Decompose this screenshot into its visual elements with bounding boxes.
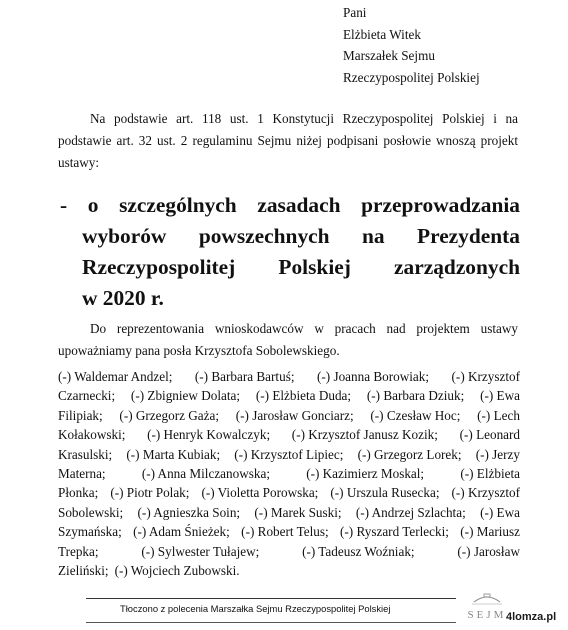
signatory-entry: (-) Sylwester Tułajew; — [141, 543, 260, 559]
signatory-entry: (-) Lech — [477, 407, 520, 423]
title-word: o — [87, 193, 99, 217]
signatory-entry: (-) Jarosław — [457, 543, 520, 559]
signatory-entry: (-) Tadeusz Woźniak; — [302, 543, 415, 559]
signatory-entry: (-) Joanna Borowiak; — [316, 369, 430, 384]
signatory-entry: Czarnecki; — [58, 388, 116, 404]
bill-title — [60, 190, 520, 314]
signatory-entry: (-) Krzysztof — [451, 485, 520, 501]
signatory-entry: Płonka; — [58, 485, 99, 501]
title-line-2 — [60, 221, 520, 252]
signatories-list — [58, 367, 520, 580]
signatory-entry: (-) Barbara Dziuk; — [366, 388, 465, 404]
signatory-line — [58, 542, 520, 561]
site-watermark: 4lomza.pl — [506, 611, 557, 623]
title-word: Polskiej — [278, 255, 351, 279]
signatory-entry: (-) Marta Kubiak; — [126, 446, 221, 462]
signatory-entry: Szymańska; — [58, 524, 122, 540]
logo-text: SEJM — [467, 609, 507, 621]
footer-divider — [86, 622, 456, 623]
signatory-entry: (-) Barbara Bartuś; — [194, 369, 295, 384]
signatory-entry: (-) Leonard — [459, 427, 520, 443]
signatory-entry: (-) Kazimierz Moskal; — [306, 466, 425, 482]
signatory-entry: (-) Elżbieta Duda; — [255, 388, 352, 404]
addressee-salutation: Pani — [343, 5, 367, 20]
signatory-entry: (-) Anna Milczanowska; — [141, 466, 270, 482]
signatory-entry: Kołakowski; — [58, 427, 126, 443]
signatory-entry: (-) Czesław Hoc; — [370, 407, 461, 423]
signatory-line — [58, 483, 520, 502]
signatory-entry: (-) Marek Suski; — [254, 504, 342, 520]
title-word: na — [361, 224, 385, 248]
title-word: wyborów — [82, 224, 167, 248]
footer-printing-note: Tłoczono z polecenia Marszałka Sejmu Rzeczypospolitej Polskiej — [120, 603, 391, 614]
signatory-entry: (-) Grzegorz Lorek; — [357, 446, 462, 462]
signatory-entry: (-) Krzysztof Lipiec; — [234, 446, 344, 462]
signatory-entry: Sobolewski; — [58, 504, 124, 520]
signatory-entry: Filipiak; — [58, 407, 103, 423]
title-word: zarządzonych — [394, 255, 520, 279]
intro-paragraph: Na podstawie art. 118 ust. 1 Konstytucji Rzeczypospolitej Polskiej i na podstawie art. 32 ust. 2 regulaminu Sejmu niżej podpisani posłowie wnoszą projekt ustawy: — [58, 111, 518, 170]
title-line-3 — [60, 252, 520, 283]
signatory-entry: (-) Jarosław Gonciarz; — [235, 407, 354, 423]
signatory-entry: (-) Adam Śnieżek; — [133, 524, 230, 540]
signatory-entry: Krasulski; — [58, 446, 113, 462]
signatory-entry: (-) Ryszard Terlecki; — [340, 524, 449, 540]
signatory-entry: (-) Zbigniew Dolata; — [130, 388, 241, 404]
signatory-line — [58, 367, 520, 386]
title-line-4: w 2020 r. — [82, 286, 164, 310]
title-word: przeprowadzania — [361, 193, 520, 217]
signatory-entry: (-) Ewa — [480, 504, 520, 520]
signatory-line — [58, 386, 520, 405]
signatory-line — [58, 522, 520, 541]
signatory-entry: (-) Urszula Rusecka; — [330, 485, 440, 501]
addressee-country: Rzeczypospolitej Polskiej — [343, 69, 480, 85]
title-word: Prezydenta — [417, 224, 520, 248]
signatory-line — [58, 406, 520, 425]
signatory-entry: (-) Elżbieta — [460, 466, 520, 482]
title-word: zasadach — [257, 193, 341, 217]
signatory-entry: (-) Waldemar Andzel; — [58, 369, 173, 384]
addressee-name: Elżbieta Witek — [343, 26, 421, 42]
signatory-entry: Zieliński; — [58, 563, 109, 579]
title-word: - — [60, 193, 68, 217]
signatory-line — [58, 425, 520, 444]
signatory-entry: (-) Wojciech Zubowski. — [114, 563, 240, 579]
representation-paragraph: Do reprezentowania wnioskodawców w pracach nad projektem ustawy upoważniamy pana posła Krzysztofa Sobolewskiego. — [58, 321, 518, 358]
addressee-position: Marszałek Sejmu — [343, 48, 435, 63]
signatory-entry: (-) Robert Telus; — [241, 524, 329, 540]
signatory-entry: (-) Agnieszka Soin; — [137, 504, 241, 520]
signatory-entry: (-) Krzysztof — [451, 369, 520, 384]
signatory-entry: (-) Jerzy — [475, 446, 520, 462]
title-word: szczególnych — [119, 193, 237, 217]
title-word: powszechnych — [198, 224, 330, 248]
signatory-entry: (-) Grzegorz Gaża; — [119, 407, 219, 423]
signatory-entry: (-) Andrzej Szlachta; — [355, 504, 466, 520]
signatory-line — [58, 503, 520, 522]
title-line-1 — [60, 190, 520, 221]
signatory-entry: (-) Mariusz — [460, 524, 520, 540]
signatory-entry: (-) Henryk Kowalczyk; — [147, 427, 271, 443]
title-word: Rzeczypospolitej — [82, 255, 236, 279]
signatory-entry: (-) Krzysztof Janusz Kozik; — [291, 427, 438, 443]
signatory-line — [58, 561, 520, 580]
signatory-entry: (-) Ewa — [480, 388, 520, 404]
signatory-line — [58, 445, 520, 464]
signatory-entry: Trepka; — [58, 543, 99, 559]
signatory-line — [58, 464, 520, 483]
signatory-entry: Materna; — [58, 466, 106, 482]
signatory-entry: (-) Piotr Polak; — [110, 485, 190, 501]
addressee-block — [343, 2, 480, 88]
signatory-entry: (-) Violetta Porowska; — [201, 485, 319, 501]
footer-divider — [86, 598, 456, 599]
